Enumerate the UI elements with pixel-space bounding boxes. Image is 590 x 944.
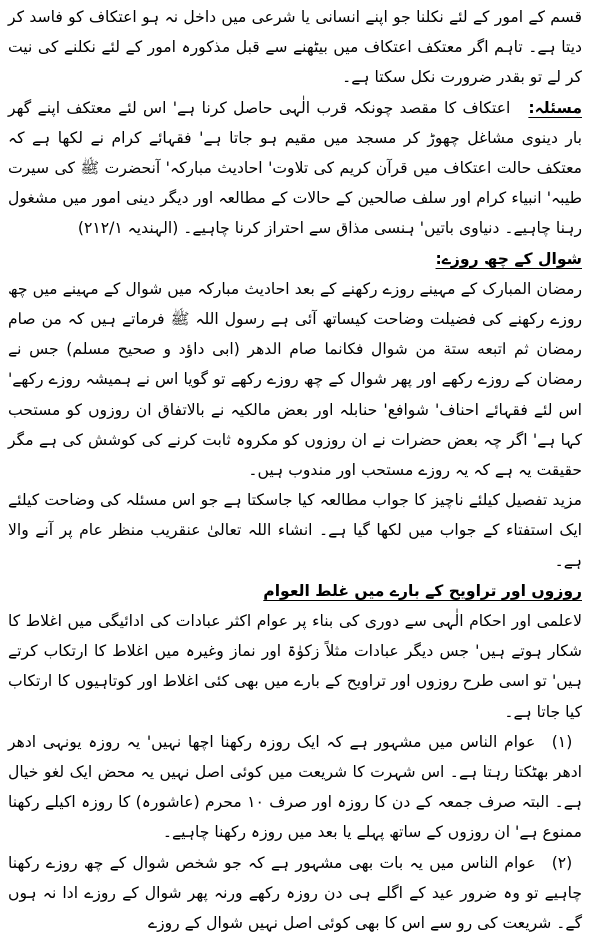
shawwal-text-body: (ابی داؤد و صحیح مسلم) جس نے رمضان کے روزے رکھے اور پھر شوال کے چھ روزے رکھے تو گویا اس نے ہمیشہ روزے رکھے' اس لئے فقہائے احناف' شوافع' حنابلہ اور بعض مالکیہ نے بالاتفاق ان روزوں کو مستحب کہا ہے' اگر چہ بعض حضرات نے ان روزوں کو مکروہ ثابت کرنے کی کوشش کی ہے مگر حقیقت یہ ہے کہ یہ روزے مستحب اور مندوب ہیں۔ xyxy=(8,340,582,480)
list-item-1 xyxy=(8,727,582,848)
list-item-1-text: عوام الناس میں مشہور ہے کہ ایک روزہ رکھنا اچھا نہیں' یہ روزہ یونہی ادھر ادھر بھٹکتا رہتا ہے۔ اس شہرت کا شریعت میں کوئی اصل نہیں یہ محض ایک لغو خیال ہے۔ البتہ صرف جمعہ کے دن کا روزہ اور صرف ۱۰ محرم (عاشورہ) کا روزہ اکیلے رکھنا ممنوع ہے' ان روزوں کے ساتھ پہلے یا بعد میں روزہ رکھنا چاہیے۔ xyxy=(8,732,582,842)
list-item-2 xyxy=(8,848,582,939)
section-heading-misconceptions xyxy=(8,576,582,606)
heading-misconceptions: روزوں اور تراویح کے بارے میں غلط العوام xyxy=(263,581,582,600)
masala-label: مسئلہ: xyxy=(528,98,582,117)
misconceptions-intro-paragraph: لاعلمی اور احکام الٰہی سے دوری کی بناء پر عوام اکثر عبادات کی ادائیگی میں اغلاط کا شکار ہوتے ہیں' جس دیگر عبادات مثلاً زکوٰۃ اور نماز وغیرہ میں اغلاط کا ارتکاب کرتے ہیں' تو اسی طرح روزوں اور تراویح کے بارے میں بھی کئی اغلاط اور کوتاہیوں کا ارتکاب کیا جاتا ہے۔ xyxy=(8,612,582,721)
masala-text: اعتکاف کا مقصد چونکہ قرب الٰہی حاصل کرنا ہے' اس لئے معتکف اپنے گھر بار دینوی مشاغل چھوڑ کر مسجد میں مقیم ہو جاتا ہے' فقہائے کرام نے لکھا ہے کہ معتکف حالت اعتکاف میں قرآن کریم کی تلاوت' احادیث مبارکہ' آنحضرت ﷺ کی سیرت طیبہ' انبیاء کرام اور سلف صالحین کے حالات کے مطالعہ اور دیگر دینی امور میں مشغول رہنا چاہیے۔ دنیاوی باتیں' ہنسی مذاق سے احتراز کرنا چاہیے۔ (الہندیہ ۲۱۲/۱) xyxy=(8,98,582,238)
list-item-2-number: (۲) xyxy=(551,853,573,872)
list-item-1-number: (۱) xyxy=(551,732,573,751)
list-item-2-text: عوام الناس میں یہ بات بھی مشہور ہے کہ جو شخص شوال کے چھ روزے رکھنا چاہیے تو وہ ضرور عید کے اگلے ہی دن روزہ رکھے ورنہ پھر شوال کے روزے ادا نہ ہوں گے۔ شریعت کی رو سے اس کا بھی کوئی اصل نہیں شوال کے روزے xyxy=(8,853,582,933)
heading-shawwal-fasts: شوال کے چھ روزے: xyxy=(435,249,582,268)
further-details-paragraph: مزید تفصیل کیلئے ناچیز کا جواب مطالعہ کیا جاسکتا ہے جو اس مسئلہ کی وضاحت کیلئے ایک استفتاء کے جواب میں لکھا گیا ہے۔ انشاء اللہ تعالیٰ عنقریب منظر عام پر آنے والا ہے۔ xyxy=(8,491,582,570)
masala-paragraph xyxy=(8,93,582,244)
arabic-hadith: من صام رمضان ثم اتبعه ستة من شوال فكانما صام الدهر xyxy=(8,310,582,359)
section-heading-shawwal xyxy=(8,244,582,274)
shawwal-paragraph xyxy=(8,274,582,485)
shawwal-text-intro: رمضان المبارک کے مہینے روزے رکھنے کے بعد احادیث مبارکہ میں شوال کے مہینے میں چھ روزے رکھنے کی فضیلت وضاحت کیساتھ آئی ہے رسول اللہ ﷺ فرماتے ہیں کہ xyxy=(8,279,583,329)
intro-paragraph: قسم کے امور کے لئے نکلنا جو اپنے انسانی یا شرعی میں داخل نہ ہو اعتکاف کو فاسد کر دیتا ہے۔ تاہم اگر معتکف اعتکاف میں بیٹھنے سے قبل مذکورہ امور کے لئے نکلنے کی نیت کر لے تو بقدر ضرورت نکل سکتا ہے۔ xyxy=(8,8,582,87)
